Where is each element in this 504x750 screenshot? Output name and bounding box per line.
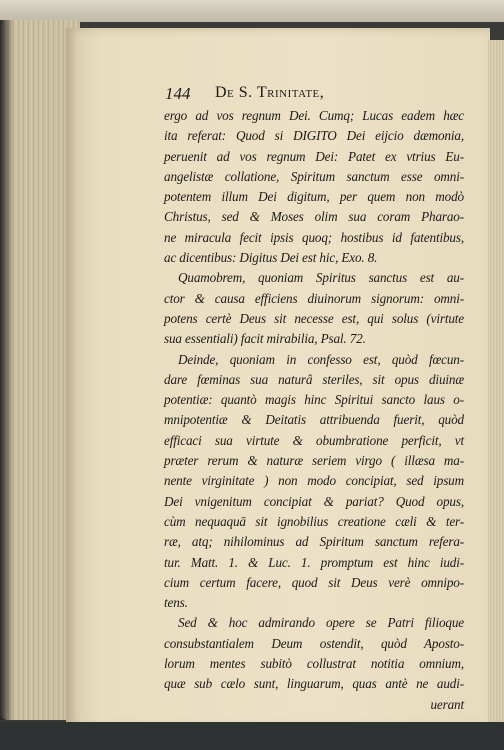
paragraph-start-line: Deinde, quoniam in confesso est, quòd fœcun- bbox=[178, 351, 464, 367]
text-line: lorum mentes subitò collustrat notitia omnium, bbox=[164, 656, 464, 672]
binding-shadow bbox=[0, 20, 14, 720]
text-line: potentiæ: quantò magis hinc Spiritui sancto laus o- bbox=[164, 392, 464, 408]
text-line: potens certè Deus sit necesse est, qui solus (virtute bbox=[164, 310, 464, 326]
text-line: cùm nequaquā sit ignobilius creatione cæli & ter- bbox=[164, 513, 464, 529]
text-line: potentem illum Dei digitum, per quem non modò bbox=[164, 189, 464, 205]
text-line: ita referat: Quod si DIGITO Dei eijcio dæmonia, bbox=[164, 128, 464, 144]
page-number: 144 bbox=[165, 84, 191, 103]
page-header bbox=[165, 84, 405, 104]
paragraph-start-line: Sed & hoc admirando opere se Patri filioque bbox=[178, 615, 464, 631]
running-title: De S. Trinitate, bbox=[215, 84, 325, 101]
text-line: Dei vnigenitum concipiat & pariat? Quod opus, bbox=[164, 493, 464, 509]
text-line: tur. Matt. 1. & Luc. 1. promptum est hinc iudi- bbox=[164, 554, 464, 570]
text-line: angelistæ collatione, Spiritum sanctum esse omni- bbox=[164, 168, 464, 184]
text-line: peruenit ad vos regnum Dei: Patet ex vtrius Eu- bbox=[164, 148, 464, 164]
text-line: ne miracula fecit ipsis quoq; hostibus id fatentibus, bbox=[164, 229, 464, 245]
text-line: efficaci sua virtute & obumbratione perficit, vt bbox=[164, 432, 464, 448]
text-line: Christus, sed & Moses olim sua coram Pharao- bbox=[164, 209, 464, 225]
text-line: ergo ad vos regnum Dei. Cumq; Lucas eadem hæc bbox=[164, 108, 464, 123]
background-surface bbox=[0, 0, 504, 22]
text-line: ræ, atq; nihilominus ad Spiritum sanctum refera- bbox=[164, 534, 464, 550]
text-line: dare fœminas sua naturâ steriles, sit opus diuinæ bbox=[164, 371, 464, 387]
text-line: sua essentiali) facit mirabilia, Psal. 72. bbox=[164, 331, 366, 347]
page-edges-right bbox=[488, 40, 504, 730]
text-line: ctor & causa efficiens diuinorum signorum: omni- bbox=[164, 290, 464, 306]
text-line: consubstantialem Deum ostendit, quòd Aposto- bbox=[164, 635, 464, 651]
text-line: præter rerum & naturæ seriem virgo ( illæsa ma- bbox=[164, 453, 464, 469]
text-line: mnipotentiæ & Deitatis attribuenda fuerit, quòd bbox=[164, 412, 464, 428]
text-line: nente virginitate ) non modo concipiat, sed ipsum bbox=[164, 473, 464, 489]
paragraph-start-line: Quamobrem, quoniam Spiritus sanctus est au- bbox=[178, 270, 464, 286]
text-line: cium certum facere, quod sit Deus verè omnipo- bbox=[164, 574, 464, 590]
text-line: quæ sub cælo sunt, linguarum, quas antè ne audi- bbox=[164, 676, 464, 692]
text-line: ac dicentibus: Digitus Dei est hic, Exo. 8. bbox=[164, 250, 378, 266]
table-surface bbox=[0, 722, 504, 750]
body-text bbox=[164, 106, 464, 715]
text-line: tens. bbox=[164, 595, 188, 611]
catchword: uerant bbox=[430, 696, 464, 712]
